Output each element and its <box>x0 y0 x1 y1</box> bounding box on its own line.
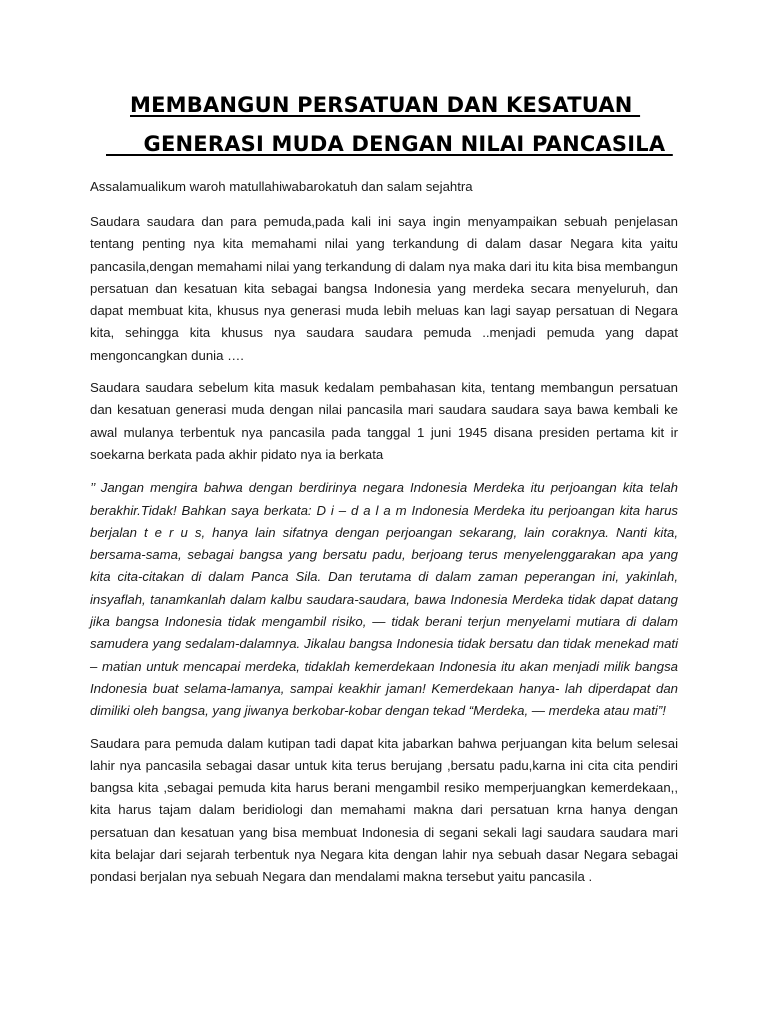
soekarno-quote: ’’ Jangan mengira bahwa dengan berdirinya negara Indonesia Merdeka itu perjoangan kita telah berakhir.Tidak! Bahkan saya berkata: D i – d a l a m Indonesia Merdeka itu perjoangan kita harus berjalan t e r u s, hanya lain sifatnya dengan perjoangan sekarang, lain coraknya. Nanti kita, bersama-sama, sebagai bangsa yang bersatu padu, berjoang terus menyelenggarakan apa yang kita cita-citakan di dalam Panca Sila. Dan terutama di dalam zaman peperangan ini, yakinlah, insyaflah, tanamkanlah dalam kalbu saudara-saudara, bawa Indonesia Merdeka tidak dapat datang jika bangsa Indonesia tidak mengambil risiko, — tidak berani terjun menyelami mutiara di dalam samudera yang sedalam-dalamnya. Jikalau bangsa Indonesia tidak bersatu dan tidak menekad mati – matian untuk mencapai merdeka, tidaklah kemerdekaan Indonesia itu akan menjadi milik bangsa Indonesia buat selama-lamanya, sampai keakhir jaman! Kemerdekaan hanya- lah diperdapat dan dimiliki oleh bangsa, yang jiwanya berkobar-kobar dengan tekad “Merdeka, — merdeka atau mati”! <box>90 480 678 719</box>
document-title-line-2: GENERASI MUDA DENGAN NILAI PANCASILA <box>106 132 673 156</box>
greeting-text: Assalamualikum waroh matullahiwabarokatuh dan salam sejahtra <box>90 179 473 194</box>
paragraph-2: Saudara saudara sebelum kita masuk kedalam pembahasan kita, tentang membangun persatuan dan kesatuan generasi muda dengan nilai pancasila mari saudara saudara saya bawa kembali ke awal mulanya terbentuk nya pancasila pada tanggal 1 juni 1945 disana presiden pertama kit ir soekarna berkata pada akhir pidato nya ia berkata <box>90 380 678 462</box>
document-title-line-1: MEMBANGUN PERSATUAN DAN KESATUAN <box>130 93 641 117</box>
paragraph-3: Saudara para pemuda dalam kutipan tadi dapat kita jabarkan bahwa perjuangan kita belum selesai lahir nya pancasila sebagai dasar untuk kita terus berujang ,bersatu padu,karna ini cita cita pendiri bangsa kita ,sebagai pemuda kita harus berani mengambil resiko memperjuangkan kemerdekaan,, kita harus tajam dalam beridiologi dan memahami makna dari persatuan krna hanya dengan persatuan dan kesatuan yang bisa membuat Indonesia di segani sekali lagi saudara saudara mari kita belajar dari sejarah terbentuk nya Negara kita dengan lahir nya sebuah dasar Negara sebagai pondasi berjalan nya sebuah Negara dan mendalami makna tersebut yaitu pancasila . <box>90 735 678 885</box>
paragraph-1: Saudara saudara dan para pemuda,pada kali ini saya ingin menyampaikan sebuah penjelasan tentang penting nya kita memahami nilai yang terkandung di dalam dasar Negara kita yaitu pancasila,dengan memahami nilai yang terkandung di dalam nya maka dari itu kita bisa membangun persatuan dan kesatuan kita sebagai bangsa Indonesia yang merdeka secara menyeluruh, dan dapat membuat kita, khusus nya generasi muda lebih meluas kan lagi sayap persatuan di Negara kita, sehingga kita khusus nya saudara saudara pemuda ..menjadi pemuda yang dapat mengoncangkan dunia …. <box>90 214 678 363</box>
